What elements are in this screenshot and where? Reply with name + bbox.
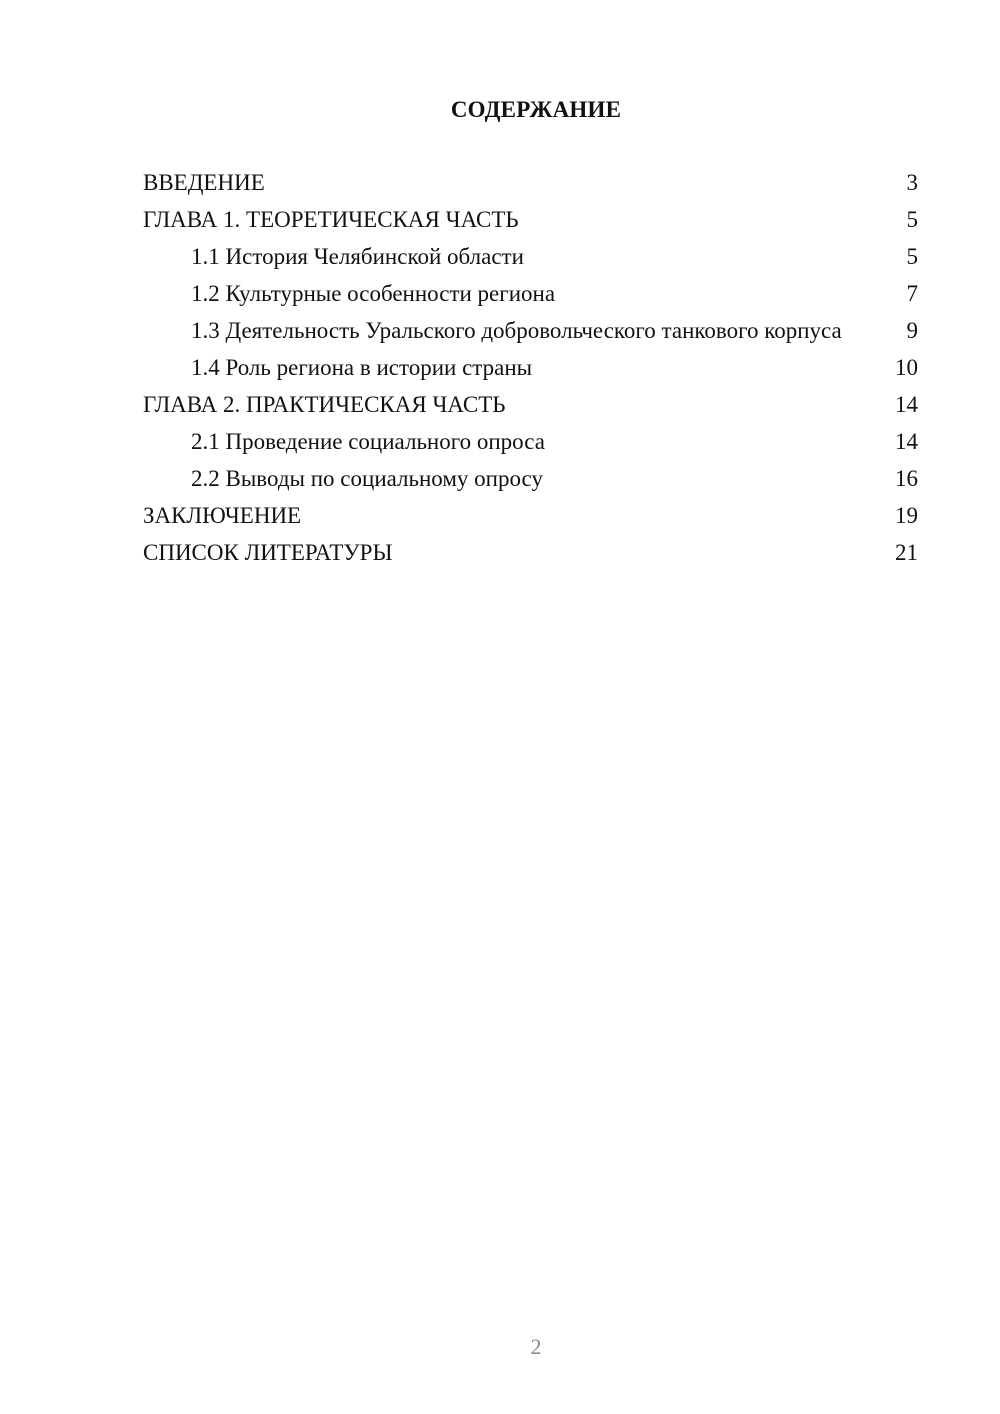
- toc-entry-section-1-3[interactable]: [143, 317, 918, 344]
- toc-entry-title: 1.4 Роль региона в истории страны: [191, 355, 533, 380]
- toc-entry-title: СПИСОК ЛИТЕРАТУРЫ: [143, 540, 393, 565]
- toc-entry-page: 5: [906, 244, 918, 269]
- toc-entry-introduction[interactable]: [143, 169, 918, 196]
- toc-entry-chapter-2[interactable]: [143, 391, 918, 418]
- toc-entry-conclusion[interactable]: [143, 502, 918, 529]
- toc-entry-title: 2.1 Проведение социального опроса: [191, 429, 545, 454]
- toc-entry-page: 21: [895, 540, 918, 565]
- table-of-contents: [143, 169, 918, 576]
- toc-entry-page: 14: [895, 392, 918, 417]
- toc-entry-section-1-4[interactable]: [143, 354, 918, 381]
- toc-heading: СОДЕРЖАНИЕ: [450, 97, 622, 122]
- page-number: 2: [530, 1334, 542, 1359]
- toc-entry-chapter-1[interactable]: [143, 206, 918, 233]
- toc-entry-page: 7: [906, 281, 918, 306]
- toc-entry-title: ВВЕДЕНИЕ: [143, 170, 265, 195]
- toc-entry-section-1-1[interactable]: [143, 243, 918, 270]
- toc-entry-page: 10: [895, 355, 918, 380]
- toc-entry-title: ГЛАВА 1. ТЕОРЕТИЧЕСКАЯ ЧАСТЬ: [143, 207, 519, 232]
- toc-entry-title: 1.1 История Челябинской области: [191, 244, 524, 269]
- toc-entry-section-1-2[interactable]: [143, 280, 918, 307]
- toc-entry-title: ГЛАВА 2. ПРАКТИЧЕСКАЯ ЧАСТЬ: [143, 392, 506, 417]
- toc-entry-page: 16: [895, 466, 918, 491]
- toc-entry-section-2-1[interactable]: [143, 428, 918, 455]
- toc-entry-title: 2.2 Выводы по социальному опросу: [191, 466, 543, 491]
- toc-entry-page: 5: [906, 207, 918, 232]
- toc-entry-references[interactable]: [143, 539, 918, 566]
- toc-entry-page: 9: [906, 318, 918, 343]
- toc-entry-title: 1.3 Деятельность Уральского добровольческого танкового корпуса: [191, 318, 842, 343]
- toc-entry-page: 14: [895, 429, 918, 454]
- toc-entry-title: ЗАКЛЮЧЕНИЕ: [143, 503, 302, 528]
- toc-entry-page: 19: [895, 503, 918, 528]
- toc-entry-title: 1.2 Культурные особенности региона: [191, 281, 556, 306]
- toc-entry-section-2-2[interactable]: [143, 465, 918, 492]
- toc-entry-page: 3: [906, 170, 918, 195]
